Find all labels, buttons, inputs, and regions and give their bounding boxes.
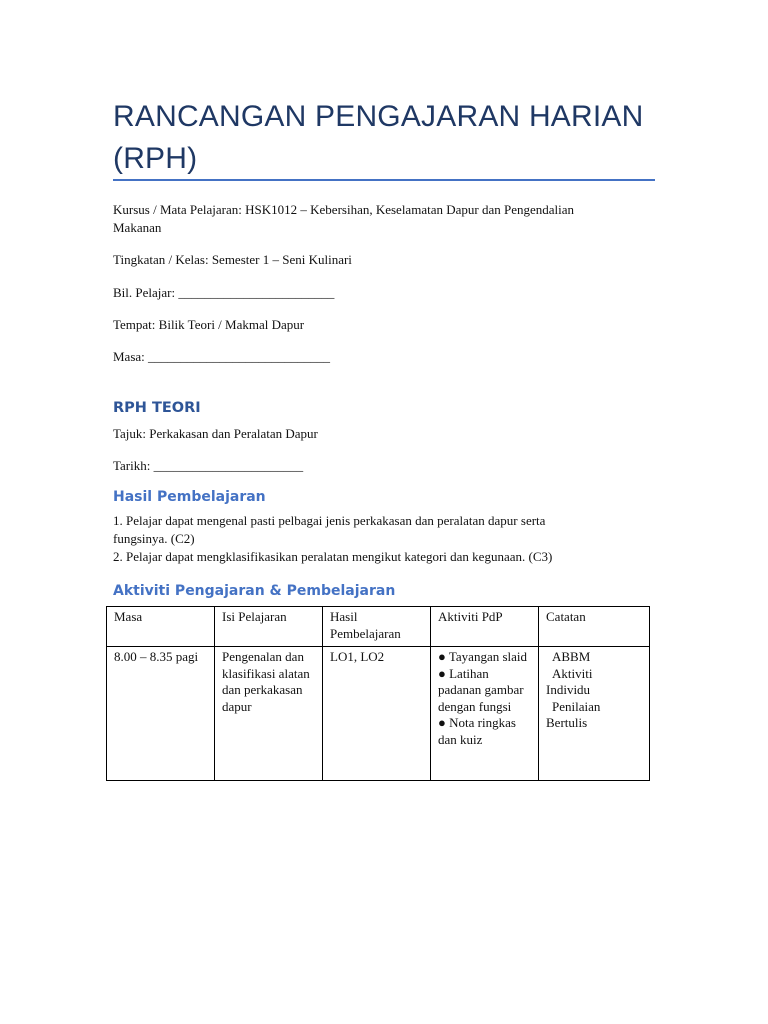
header-hasil-pembelajaran: Hasil Pembelajaran <box>323 607 431 647</box>
document-title <box>113 96 673 180</box>
kursus-field <box>113 201 653 237</box>
aktiviti-item-3: ● Nota ringkas dan kuiz <box>438 715 516 747</box>
masa-field: Masa: ____________________________ <box>113 349 331 364</box>
cell-catatan <box>539 647 650 781</box>
catatan-item-1: ABBM <box>552 649 591 664</box>
cell-hasil-pembelajaran: LO1, LO2 <box>323 647 431 781</box>
rph-teori-heading: RPH TEORI <box>113 400 201 416</box>
tingkatan-field: Tingkatan / Kelas: Semester 1 – Seni Kulinari <box>113 252 352 267</box>
hasil-item-2: 2. Pelajar dapat mengklasifikasikan peralatan mengikut kategori dan kegunaan. (C3) <box>113 549 553 564</box>
tajuk-field: Tajuk: Perkakasan dan Peralatan Dapur <box>113 426 318 441</box>
title-line-1: RANCANGAN PENGAJARAN HARIAN <box>113 100 644 133</box>
aktiviti-heading: Aktiviti Pengajaran & Pembelajaran <box>113 583 396 599</box>
catatan-item-5: Bertulis <box>546 715 588 730</box>
catatan-item-4: Penilaian <box>552 698 601 714</box>
tarikh-field: Tarikh: _______________________ <box>113 458 304 473</box>
header-catatan: Catatan <box>539 607 650 647</box>
title-underline <box>113 179 655 181</box>
table-header-row <box>107 607 650 647</box>
catatan-item-3: Individu <box>546 682 591 697</box>
hasil-item-1-line-1: 1. Pelajar dapat mengenal pasti pelbagai jenis perkakasan dan peralatan dapur serta <box>113 513 546 528</box>
kursus-line-2: Makanan <box>113 220 162 235</box>
lesson-table <box>106 606 650 781</box>
title-line-2: (RPH) <box>113 142 198 175</box>
hasil-item-1-line-2: fungsinya. (C2) <box>113 531 195 546</box>
cell-aktiviti-pdp <box>431 647 539 781</box>
header-isi-pelajaran: Isi Pelajaran <box>215 607 323 647</box>
table-row <box>107 647 650 781</box>
aktiviti-item-1: ● Tayangan slaid <box>438 649 528 664</box>
tempat-field: Tempat: Bilik Teori / Makmal Dapur <box>113 317 305 332</box>
kursus-line-1: Kursus / Mata Pelajaran: HSK1012 – Kebersihan, Keselamatan Dapur dan Pengendalian <box>113 202 575 217</box>
hasil-pembelajaran-heading: Hasil Pembelajaran <box>113 489 266 505</box>
catatan-item-2: Aktiviti <box>552 665 593 681</box>
hasil-list <box>113 512 653 566</box>
header-aktiviti-pdp: Aktiviti PdP <box>431 607 539 647</box>
cell-masa: 8.00 – 8.35 pagi <box>107 647 215 781</box>
header-masa: Masa <box>107 607 215 647</box>
bil-pelajar-field: Bil. Pelajar: ________________________ <box>113 285 335 300</box>
aktiviti-item-2: ● Latihan padanan gambar dengan fungsi <box>438 665 524 714</box>
cell-isi-pelajaran: Pengenalan dan klasifikasi alatan dan perkakasan dapur <box>215 647 323 781</box>
